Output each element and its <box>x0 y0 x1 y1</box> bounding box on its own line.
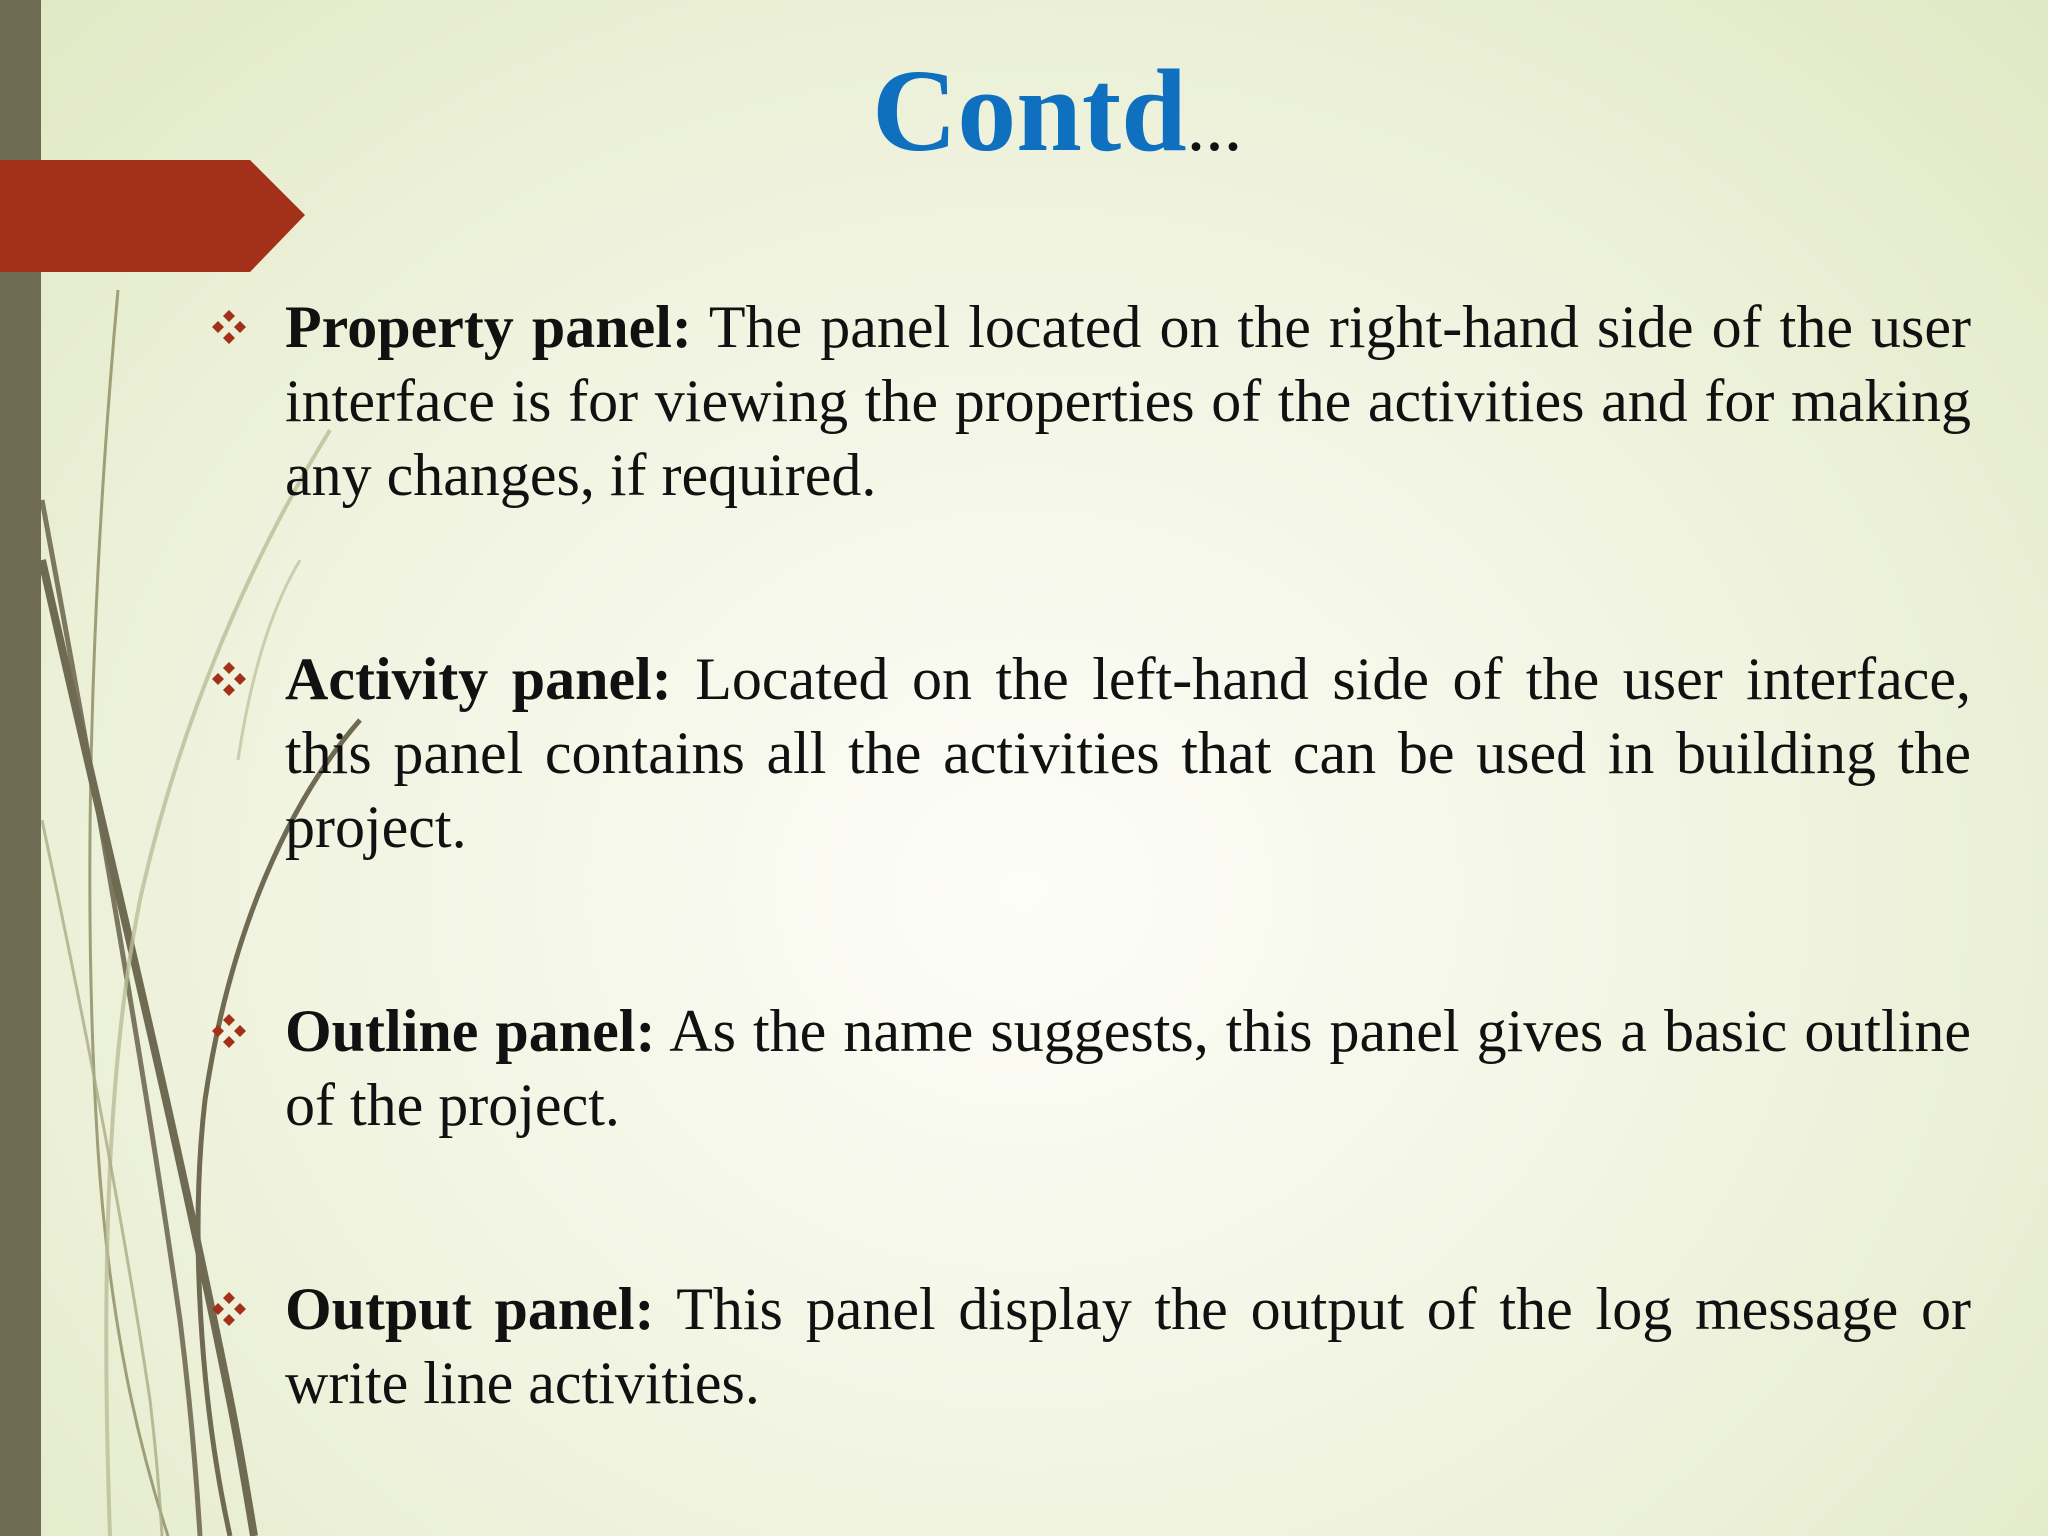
slide-title-main: Contd <box>872 45 1187 176</box>
left-accent-bar <box>0 0 41 1536</box>
four-diamond-bullet-icon <box>210 660 248 698</box>
bullet-text <box>285 642 1971 864</box>
four-diamond-bullet-icon <box>210 1012 248 1050</box>
bullet-term: Outline panel: <box>285 998 656 1064</box>
bullet-text <box>285 290 1971 512</box>
four-diamond-bullet-icon <box>210 1290 248 1328</box>
slide-title <box>872 45 1243 176</box>
red-arrow-banner <box>0 160 305 272</box>
four-diamond-bullet-icon <box>210 308 248 346</box>
bullet-description: This panel display the output of the log message or write line activities. <box>285 1276 1972 1416</box>
bullet-term: Activity panel: <box>285 646 672 712</box>
bullet-term: Property panel: <box>285 294 692 360</box>
slide-title-ellipsis: ... <box>1186 85 1243 167</box>
bullet-text <box>285 1272 1971 1420</box>
bullet-term: Output panel: <box>285 1276 655 1342</box>
bullet-description: Located on the left-hand side of the user interface, this panel contains all the activities that can be used in building the project. <box>285 646 1972 860</box>
bullet-description: As the name suggests, this panel gives a basic outline of the project. <box>285 998 1971 1138</box>
bullet-text <box>285 994 1971 1142</box>
bullet-description: The panel located on the right-hand side of the user interface is for viewing the properties of the activities and for making any changes, if required. <box>285 294 1971 508</box>
